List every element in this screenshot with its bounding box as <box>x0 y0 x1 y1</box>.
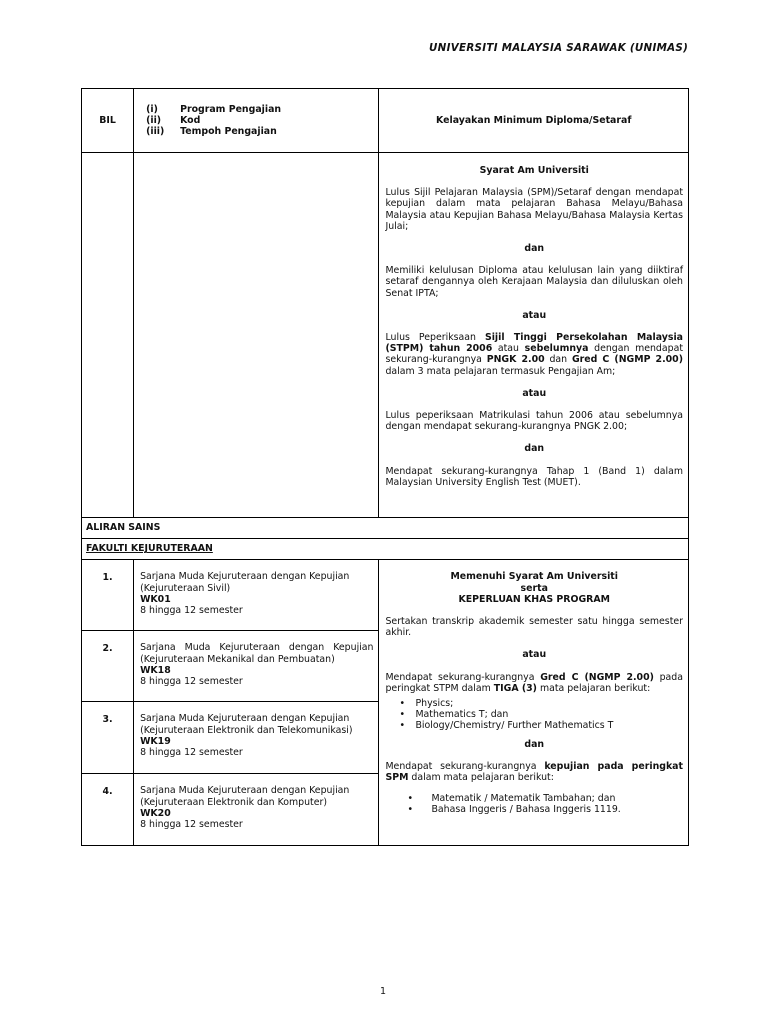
header-kelayakan: Kelayakan Minimum Diploma/Setaraf <box>379 89 689 153</box>
program-name: Sarjana Muda Kejuruteraan dengan Kepujian (Kejuruteraan Elektronik dan Telekomunikasi) <box>140 713 353 736</box>
general-req-title: Syarat Am Universiti <box>479 165 589 176</box>
section-fakulti: FAKULTI KEJURUTERAAN <box>82 539 689 560</box>
program-code: WK01 <box>140 593 171 605</box>
program-number: 4. <box>82 774 134 846</box>
program-req-p2: Mendapat sekurang-kurangnya Gred C (NGMP 2.00) pada peringkat STPM dalam TIGA (3) mata pelajaran berikut: <box>385 671 683 694</box>
requirements-table <box>81 88 689 846</box>
empty-cell <box>82 153 134 518</box>
program-duration: 8 hingga 12 semester <box>140 676 243 688</box>
header-item-label: Tempoh Pengajian <box>180 126 277 138</box>
header-item <box>146 115 372 126</box>
program-code: WK19 <box>140 735 171 747</box>
program-name: Sarjana Muda Kejuruteraan dengan Kepujian (Kejuruteraan Sivil) <box>140 571 350 594</box>
document-header: UNIVERSITI MALAYSIA SARAWAK (UNIMAS) <box>429 42 689 54</box>
section-row <box>82 518 689 539</box>
list-item: • Bahasa Inggeris / Bahasa Inggeris 1119. <box>431 804 683 815</box>
general-req-p5: Mendapat sekurang-kurangnya Tahap 1 (Band 1) dalam Malaysian University English Test (MUET). <box>385 465 683 488</box>
connector-atau: atau <box>522 309 547 321</box>
list-item: • Physics; <box>415 698 683 709</box>
program-duration: 8 hingga 12 semester <box>140 605 243 617</box>
connector-dan: dan <box>524 443 545 455</box>
header-program-info <box>134 89 379 153</box>
list-item: • Matematik / Matematik Tambahan; dan <box>431 793 683 804</box>
program-duration: 8 hingga 12 semester <box>140 747 243 759</box>
program-info <box>134 631 379 702</box>
program-code: WK20 <box>140 807 171 819</box>
page-number: 1 <box>380 986 387 997</box>
program-name: Sarjana Muda Kejuruteraan dengan Kepujian (Kejuruteraan Elektronik dan Komputer) <box>140 785 350 808</box>
program-req-line1: Memenuhi Syarat Am Universiti <box>450 571 619 583</box>
program-number: 3. <box>82 702 134 774</box>
program-number: 1. <box>82 560 134 631</box>
header-item <box>146 126 372 137</box>
section-row <box>82 539 689 560</box>
list-item: • Biology/Chemistry/ Further Mathematics T <box>415 720 683 731</box>
header-item-num: (iii) <box>146 126 165 138</box>
general-req-p1: Lulus Sijil Pelajaran Malaysia (SPM)/Setaraf dengan mendapat kepujian dalam mata pelajaran Bahasa Melayu/Bahasa Malaysia atau Kepujian Bahasa Melayu/Bahasa Malaysia Kertas Julai; <box>385 187 683 232</box>
program-info <box>134 702 379 774</box>
program-req-p3: Mendapat sekurang-kurangnya kepujian pada peringkat SPM dalam mata pelajaran berikut: <box>385 760 683 784</box>
general-req-p3: Lulus Peperiksaan Sijil Tinggi Persekolahan Malaysia (STPM) tahun 2006 atau sebelumnya dengan mendapat sekurang-kurangnya PNGK 2.00 dan Gred C (NGMP 2.00) dalam 3 mata pelajaran termasuk Pengajian Am; <box>385 332 683 377</box>
connector-atau: atau <box>522 649 547 661</box>
section-aliran-sains: ALIRAN SAINS <box>82 518 689 539</box>
header-item-num: (ii) <box>146 114 162 126</box>
list-item: • Mathematics T; dan <box>415 709 683 720</box>
general-req-p2: Memiliki kelulusan Diploma atau kelulusan lain yang diiktiraf setaraf dengannya oleh Kerajaan Malaysia dan diluluskan oleh Senat IPTA; <box>385 265 683 299</box>
connector-dan: dan <box>524 738 545 750</box>
header-item-label: Program Pengajian <box>180 103 282 115</box>
stpm-subject-list <box>385 698 683 732</box>
program-number: 2. <box>82 631 134 702</box>
program-req-line3: KEPERLUAN KHAS PROGRAM <box>458 593 610 605</box>
header-bil: BIL <box>82 89 134 153</box>
program-info <box>134 774 379 846</box>
spm-subject-list <box>385 793 683 815</box>
program-req-p1: Sertakan transkrip akademik semester satu hingga semester akhir. <box>385 616 683 639</box>
program-info <box>134 560 379 631</box>
table-header-row <box>82 89 689 153</box>
program-code: WK18 <box>140 664 171 676</box>
empty-cell <box>134 153 379 518</box>
general-requirements-cell <box>379 153 689 518</box>
general-requirements-row <box>82 153 689 518</box>
program-duration: 8 hingga 12 semester <box>140 819 243 831</box>
header-item-label: Kod <box>180 114 201 126</box>
header-item-num: (i) <box>146 103 158 115</box>
header-item <box>146 104 372 115</box>
program-req-line2: serta <box>520 582 548 594</box>
connector-atau: atau <box>522 387 547 399</box>
general-req-p4: Lulus peperiksaan Matrikulasi tahun 2006 atau sebelumnya dengan mendapat sekurang-kurangnya PNGK 2.00; <box>385 410 683 433</box>
connector-dan: dan <box>524 243 545 255</box>
program-requirements-cell <box>379 560 689 846</box>
program-row <box>82 560 689 631</box>
program-name: Sarjana Muda Kejuruteraan dengan Kepujian (Kejuruteraan Mekanikal dan Pembuatan) <box>140 642 374 665</box>
